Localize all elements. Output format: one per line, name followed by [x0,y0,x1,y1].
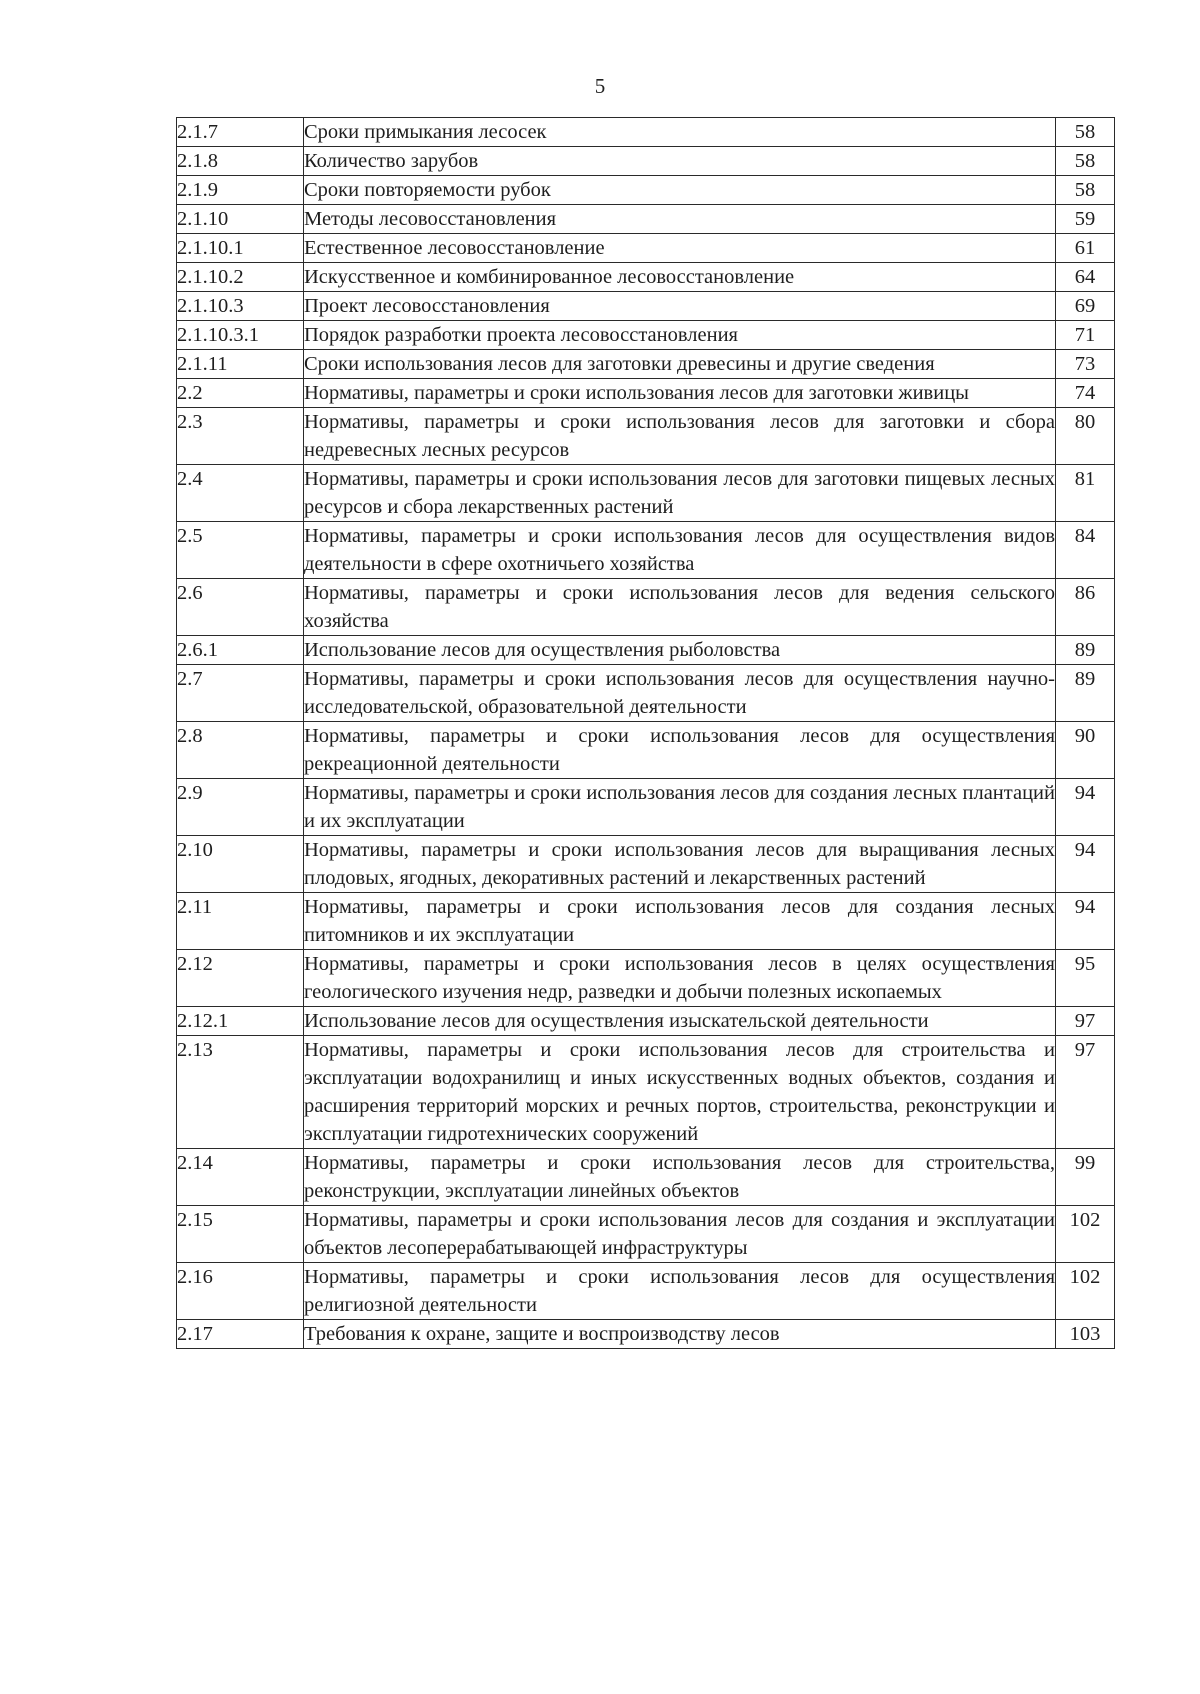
toc-section-title: Использование лесов для осуществления изыскательской деятельности [304,1007,1056,1036]
toc-page-number: 69 [1056,292,1115,321]
toc-page-number: 99 [1056,1149,1115,1206]
toc-page-number: 61 [1056,234,1115,263]
toc-section-number: 2.5 [177,522,304,579]
toc-page-number: 95 [1056,950,1115,1007]
toc-page-number: 89 [1056,665,1115,722]
toc-section-title: Нормативы, параметры и сроки использования лесов для создания и эксплуатации объектов лесоперерабатывающей инфраструктуры [304,1206,1056,1263]
toc-section-number: 2.1.9 [177,176,304,205]
toc-section-title: Нормативы, параметры и сроки использования лесов для осуществления видов деятельности в сфере охотничьего хозяйства [304,522,1056,579]
toc-section-number: 2.8 [177,722,304,779]
toc-section-number: 2.1.10.1 [177,234,304,263]
toc-section-title: Нормативы, параметры и сроки использования лесов для заготовки пищевых лесных ресурсов и сбора лекарственных растений [304,465,1056,522]
toc-row [177,1320,1115,1349]
toc-section-number: 2.1.10.2 [177,263,304,292]
toc-section-title: Нормативы, параметры и сроки использования лесов для заготовки и сбора недревесных лесных ресурсов [304,408,1056,465]
toc-section-title: Нормативы, параметры и сроки использования лесов для выращивания лесных плодовых, ягодных, декоративных растений и лекарственных растений [304,836,1056,893]
toc-row [177,579,1115,636]
toc-page-number: 58 [1056,118,1115,147]
toc-section-number: 2.6.1 [177,636,304,665]
toc-section-number: 2.9 [177,779,304,836]
toc-page-number: 80 [1056,408,1115,465]
toc-section-title: Нормативы, параметры и сроки использования лесов для заготовки живицы [304,379,1056,408]
toc-row [177,1149,1115,1206]
toc-section-title: Нормативы, параметры и сроки использования лесов в целях осуществления геологического изучения недр, разведки и добычи полезных ископаемых [304,950,1056,1007]
toc-section-number: 2.14 [177,1149,304,1206]
toc-row [177,205,1115,234]
toc-section-number: 2.12 [177,950,304,1007]
toc-page-number: 71 [1056,321,1115,350]
toc-row [177,636,1115,665]
toc-row [177,263,1115,292]
toc-section-title: Естественное лесовосстановление [304,234,1056,263]
toc-page-number: 94 [1056,779,1115,836]
toc-page-number: 58 [1056,176,1115,205]
toc-page-number: 74 [1056,379,1115,408]
toc-row [177,379,1115,408]
toc-section-number: 2.7 [177,665,304,722]
toc-row [177,1007,1115,1036]
toc-body [177,118,1115,1349]
toc-row [177,893,1115,950]
toc-section-title: Нормативы, параметры и сроки использования лесов для создания лесных питомников и их эксплуатации [304,893,1056,950]
toc-row [177,465,1115,522]
toc-section-title: Количество зарубов [304,147,1056,176]
toc-page-number: 97 [1056,1036,1115,1149]
toc-section-title: Порядок разработки проекта лесовосстановления [304,321,1056,350]
toc-section-title: Проект лесовосстановления [304,292,1056,321]
toc-section-title: Методы лесовосстановления [304,205,1056,234]
toc-row [177,176,1115,205]
toc-row [177,1036,1115,1149]
toc-page-number: 84 [1056,522,1115,579]
toc-row [177,292,1115,321]
toc-section-number: 2.1.7 [177,118,304,147]
toc-page-number: 73 [1056,350,1115,379]
toc-section-title: Сроки использования лесов для заготовки древесины и другие сведения [304,350,1056,379]
toc-page-number: 102 [1056,1206,1115,1263]
toc-section-number: 2.1.10 [177,205,304,234]
toc-section-number: 2.3 [177,408,304,465]
toc-section-number: 2.16 [177,1263,304,1320]
toc-page-number: 86 [1056,579,1115,636]
toc-page-number: 59 [1056,205,1115,234]
toc-section-number: 2.10 [177,836,304,893]
toc-section-number: 2.17 [177,1320,304,1349]
toc-section-number: 2.1.10.3 [177,292,304,321]
toc-section-title: Требования к охране, защите и воспроизводству лесов [304,1320,1056,1349]
toc-section-number: 2.4 [177,465,304,522]
toc-section-title: Искусственное и комбинированное лесовосстановление [304,263,1056,292]
toc-row [177,321,1115,350]
toc-row [177,147,1115,176]
toc-page-number: 58 [1056,147,1115,176]
toc-row [177,1206,1115,1263]
toc-section-number: 2.12.1 [177,1007,304,1036]
toc-row [177,779,1115,836]
page-number: 5 [594,74,606,98]
toc-section-number: 2.13 [177,1036,304,1149]
toc-section-title: Нормативы, параметры и сроки использования лесов для строительства и эксплуатации водохранилищ и иных искусственных водных объектов, создания и расширения территорий морских и речных портов, строительства, реконструкции и эксплуатации гидротехнических сооружений [304,1036,1056,1149]
toc-section-title: Нормативы, параметры и сроки использования лесов для осуществления религиозной деятельности [304,1263,1056,1320]
toc-section-title: Сроки примыкания лесосек [304,118,1056,147]
toc-section-number: 2.1.11 [177,350,304,379]
toc-page-number: 103 [1056,1320,1115,1349]
toc-row [177,522,1115,579]
toc-page-number: 102 [1056,1263,1115,1320]
toc-section-title: Использование лесов для осуществления рыболовства [304,636,1056,665]
toc-section-title: Нормативы, параметры и сроки использования лесов для осуществления рекреационной деятельности [304,722,1056,779]
toc-row [177,234,1115,263]
toc-page-number: 97 [1056,1007,1115,1036]
toc-row [177,118,1115,147]
toc-section-number: 2.15 [177,1206,304,1263]
toc-page-number: 81 [1056,465,1115,522]
toc-section-title: Нормативы, параметры и сроки использования лесов для создания лесных плантаций и их эксплуатации [304,779,1056,836]
toc-section-number: 2.6 [177,579,304,636]
toc-page-number: 90 [1056,722,1115,779]
toc-page-number: 64 [1056,263,1115,292]
toc-section-title: Нормативы, параметры и сроки использования лесов для строительства, реконструкции, эксплуатации линейных объектов [304,1149,1056,1206]
toc-row [177,836,1115,893]
toc-section-number: 2.11 [177,893,304,950]
toc-row [177,350,1115,379]
toc-row [177,665,1115,722]
toc-section-number: 2.2 [177,379,304,408]
toc-section-title: Нормативы, параметры и сроки использования лесов для осуществления научно-исследовательской, образовательной деятельности [304,665,1056,722]
toc-page-number: 94 [1056,836,1115,893]
toc-row [177,722,1115,779]
toc-row [177,408,1115,465]
toc-page-number: 89 [1056,636,1115,665]
toc-section-title: Сроки повторяемости рубок [304,176,1056,205]
toc-row [177,1263,1115,1320]
toc-row [177,950,1115,1007]
toc-section-number: 2.1.10.3.1 [177,321,304,350]
toc-page-number: 94 [1056,893,1115,950]
toc-table [176,117,1115,1349]
toc-section-number: 2.1.8 [177,147,304,176]
toc-section-title: Нормативы, параметры и сроки использования лесов для ведения сельского хозяйства [304,579,1056,636]
